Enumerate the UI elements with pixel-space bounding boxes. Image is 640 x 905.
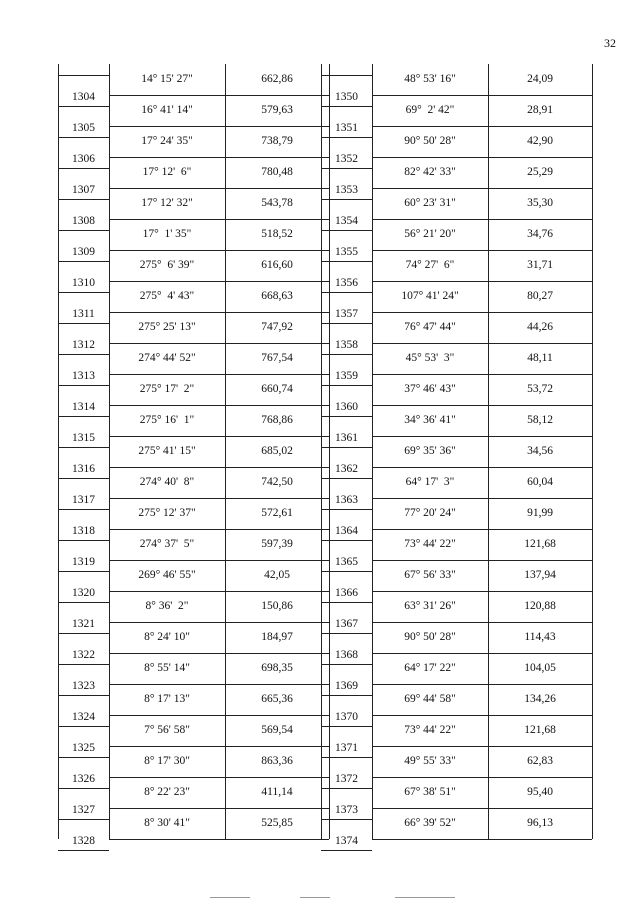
- table-row: [109, 436, 329, 468]
- bearing-value: 275° 17' 2": [139, 383, 195, 395]
- bearing-value: 275° 6' 39": [139, 259, 195, 271]
- distance-value: 114,43: [524, 631, 556, 643]
- distance-value: 96,13: [527, 817, 553, 829]
- point-row-rule: [58, 653, 109, 665]
- table-row: [372, 746, 592, 778]
- bearing-value: 64° 17' 3": [405, 476, 455, 488]
- distance-value: 616,60: [261, 259, 293, 271]
- distance-value: 42,90: [527, 135, 553, 147]
- table-row: [372, 219, 592, 251]
- column-rule: [592, 64, 593, 839]
- point-number: 1370: [335, 711, 358, 723]
- bearing-value: 60° 23' 31": [404, 197, 456, 209]
- distance-value: 579,63: [261, 104, 293, 116]
- point-row-rule: [58, 312, 109, 324]
- point-row-rule: [321, 715, 372, 727]
- table-row: [372, 684, 592, 716]
- point-number: 1324: [72, 711, 95, 723]
- point-number: 1355: [335, 246, 358, 258]
- distance-value: 31,71: [527, 259, 553, 271]
- table-row: [372, 436, 592, 468]
- point-number: 1305: [72, 122, 95, 134]
- point-row-rule: [58, 777, 109, 789]
- point-row-rule: [58, 622, 109, 634]
- bearing-value: 67° 38' 51": [404, 786, 456, 798]
- bearing-value: 73° 44' 22": [404, 538, 456, 550]
- point-number: 1304: [72, 91, 95, 103]
- point-row-rule: [321, 281, 372, 293]
- point-number: 1318: [72, 525, 95, 537]
- bearing-value: 64° 17' 22": [404, 662, 456, 674]
- table-row: [372, 157, 592, 189]
- bearing-value: 8° 55' 14": [144, 662, 190, 674]
- point-row-rule: [321, 622, 372, 634]
- point-row-rule: [58, 467, 109, 479]
- point-number: 1357: [335, 308, 358, 320]
- point-number: 1319: [72, 556, 95, 568]
- point-number: 1322: [72, 649, 95, 661]
- point-row-rule: [58, 126, 109, 138]
- point-number: 1373: [335, 804, 358, 816]
- point-number: 1367: [335, 618, 358, 630]
- distance-value: 80,27: [527, 290, 553, 302]
- table-row: [372, 715, 592, 747]
- point-number: 1321: [72, 618, 95, 630]
- coordinates-table-left: [58, 64, 329, 847]
- point-row-rule: [58, 746, 109, 758]
- distance-value: 863,36: [261, 755, 293, 767]
- table-row: [372, 64, 592, 96]
- point-number: 1353: [335, 184, 358, 196]
- distance-value: 28,91: [527, 104, 553, 116]
- distance-value: 60,04: [527, 476, 553, 488]
- point-row-rule: [58, 405, 109, 417]
- table-row: [109, 560, 329, 592]
- table-row: [109, 715, 329, 747]
- point-number: 1309: [72, 246, 95, 258]
- point-row-rule: [321, 467, 372, 479]
- point-number: 1360: [335, 401, 358, 413]
- bearing-value: 8° 17' 30": [144, 755, 190, 767]
- bearing-value: 17° 1' 35": [142, 228, 192, 240]
- distance-value: 53,72: [527, 383, 553, 395]
- point-number: 1323: [72, 680, 95, 692]
- point-row-rule: [321, 839, 372, 851]
- bearing-value: 8° 17' 13": [144, 693, 190, 705]
- point-row-rule: [58, 839, 109, 851]
- point-number: 1365: [335, 556, 358, 568]
- distance-value: 411,14: [261, 786, 293, 798]
- point-row-rule: [321, 312, 372, 324]
- point-row-rule: [321, 374, 372, 386]
- point-number: 1374: [335, 835, 358, 847]
- bearing-value: 76° 47' 44": [404, 321, 456, 333]
- table-row: [372, 560, 592, 592]
- distance-value: 572,61: [261, 507, 293, 519]
- bearing-value: 275° 25' 13": [138, 321, 196, 333]
- table-row: [109, 405, 329, 437]
- table-row: [372, 405, 592, 437]
- bearing-value: 14° 15' 27": [141, 73, 193, 85]
- table-row: [109, 126, 329, 158]
- distance-value: 44,26: [527, 321, 553, 333]
- bearing-value: 48° 53' 16": [404, 73, 456, 85]
- point-number: 1361: [335, 432, 358, 444]
- distance-value: 768,86: [261, 414, 293, 426]
- page-number: 32: [604, 36, 616, 50]
- bearing-value: 34° 36' 41": [404, 414, 456, 426]
- point-number: 1366: [335, 587, 358, 599]
- bearing-value: 7° 56' 58": [144, 724, 190, 736]
- distance-value: 34,56: [527, 445, 553, 457]
- point-number: 1325: [72, 742, 95, 754]
- distance-value: 35,30: [527, 197, 553, 209]
- bearing-value: 17° 24' 35": [141, 135, 193, 147]
- point-number: 1371: [335, 742, 358, 754]
- bearing-value: 274° 37' 5": [139, 538, 195, 550]
- bearing-value: 69° 35' 36": [404, 445, 456, 457]
- point-row-rule: [321, 436, 372, 448]
- table-row: [109, 64, 329, 96]
- distance-value: 738,79: [261, 135, 293, 147]
- distance-value: 42,05: [264, 569, 290, 581]
- table-row: [372, 529, 592, 561]
- point-row-rule: [58, 436, 109, 448]
- point-row-rule: [321, 653, 372, 665]
- bearing-value: 63° 31' 26": [404, 600, 456, 612]
- distance-value: 150,86: [261, 600, 293, 612]
- bearing-value: 66° 39' 52": [404, 817, 456, 829]
- distance-value: 95,40: [527, 786, 553, 798]
- table-row: [109, 374, 329, 406]
- distance-value: 48,11: [527, 352, 553, 364]
- table-row: [109, 746, 329, 778]
- point-number: 1363: [335, 494, 358, 506]
- point-row-rule: [58, 715, 109, 727]
- point-row-rule: [58, 95, 109, 107]
- table-row: [372, 808, 592, 840]
- point-number: 1317: [72, 494, 95, 506]
- point-number: 1368: [335, 649, 358, 661]
- table-row: [372, 622, 592, 654]
- bearing-value: 8° 24' 10": [144, 631, 190, 643]
- point-number: 1372: [335, 773, 358, 785]
- bearing-value: 45° 53' 3": [405, 352, 455, 364]
- point-number: 1358: [335, 339, 358, 351]
- point-number: 1316: [72, 463, 95, 475]
- point-row-rule: [321, 746, 372, 758]
- point-number: 1320: [72, 587, 95, 599]
- table-row: [109, 95, 329, 127]
- point-row-rule: [58, 188, 109, 200]
- table-row: [109, 622, 329, 654]
- table-row: [109, 219, 329, 251]
- distance-value: 543,78: [261, 197, 293, 209]
- table-row: [109, 281, 329, 313]
- point-number: 1308: [72, 215, 95, 227]
- bearing-value: 275° 16' 1": [139, 414, 195, 426]
- point-row-rule: [58, 157, 109, 169]
- point-row-rule: [58, 281, 109, 293]
- table-row: [109, 467, 329, 499]
- table-row: [109, 343, 329, 375]
- bearing-value: 274° 40' 8": [139, 476, 195, 488]
- point-row-rule: [58, 560, 109, 572]
- point-column-top-rule: [58, 64, 109, 76]
- point-row-rule: [321, 95, 372, 107]
- point-row-rule: [321, 343, 372, 355]
- bearing-value: 77° 20' 24": [404, 507, 456, 519]
- point-row-rule: [58, 684, 109, 696]
- point-number: 1311: [72, 308, 95, 320]
- table-row: [372, 95, 592, 127]
- distance-value: 62,83: [527, 755, 553, 767]
- point-number: 1312: [72, 339, 95, 351]
- bearing-value: 37° 46' 43": [404, 383, 456, 395]
- point-row-rule: [58, 529, 109, 541]
- point-row-rule: [321, 157, 372, 169]
- table-row: [109, 188, 329, 220]
- point-number: 1307: [72, 184, 95, 196]
- table-row: [372, 591, 592, 623]
- distance-value: 104,05: [524, 662, 556, 674]
- bearing-value: 275° 4' 43": [139, 290, 195, 302]
- distance-value: 662,86: [261, 73, 293, 85]
- table-row: [372, 126, 592, 158]
- bearing-value: 90° 50' 28": [404, 135, 456, 147]
- point-number: 1356: [335, 277, 358, 289]
- table-row: [372, 312, 592, 344]
- point-number: 1362: [335, 463, 358, 475]
- distance-value: 747,92: [261, 321, 293, 333]
- distance-value: 58,12: [527, 414, 553, 426]
- point-number: 1328: [72, 835, 95, 847]
- distance-value: 25,29: [527, 166, 553, 178]
- table-row: [372, 374, 592, 406]
- point-row-rule: [321, 250, 372, 262]
- table-row: [372, 250, 592, 282]
- bearing-value: 8° 36' 2": [145, 600, 189, 612]
- table-row: [372, 653, 592, 685]
- point-number: 1369: [335, 680, 358, 692]
- point-row-rule: [58, 808, 109, 820]
- bearing-value: 275° 12' 37": [138, 507, 196, 519]
- table-row: [109, 591, 329, 623]
- point-number: 1364: [335, 525, 358, 537]
- table-row: [372, 343, 592, 375]
- bearing-value: 82° 42' 33": [404, 166, 456, 178]
- point-row-rule: [58, 250, 109, 262]
- table-row: [372, 188, 592, 220]
- distance-value: 34,76: [527, 228, 553, 240]
- bearing-value: 269° 46' 55": [138, 569, 196, 581]
- bearing-value: 73° 44' 22": [404, 724, 456, 736]
- table-row: [372, 777, 592, 809]
- distance-value: 184,97: [261, 631, 293, 643]
- point-number: 1314: [72, 401, 95, 413]
- coordinates-table-right: [321, 64, 592, 847]
- table-row: [372, 281, 592, 313]
- bearing-value: 8° 22' 23": [144, 786, 190, 798]
- table-row: [109, 808, 329, 840]
- point-number: 1315: [72, 432, 95, 444]
- table-row: [109, 312, 329, 344]
- distance-value: 668,63: [261, 290, 293, 302]
- distance-value: 767,54: [261, 352, 293, 364]
- point-row-rule: [321, 188, 372, 200]
- point-row-rule: [321, 219, 372, 231]
- point-number: 1351: [335, 122, 358, 134]
- table-row: [109, 529, 329, 561]
- point-number: 1326: [72, 773, 95, 785]
- table-row: [109, 157, 329, 189]
- table-row: [109, 250, 329, 282]
- distance-value: 698,35: [261, 662, 293, 674]
- point-column-top-rule: [321, 64, 372, 76]
- point-number: 1354: [335, 215, 358, 227]
- table-row: [109, 684, 329, 716]
- point-row-rule: [321, 405, 372, 417]
- bearing-value: 56° 21' 20": [404, 228, 456, 240]
- bearing-value: 69° 44' 58": [404, 693, 456, 705]
- table-row: [372, 498, 592, 530]
- point-number: 1313: [72, 370, 95, 382]
- distance-value: 742,50: [261, 476, 293, 488]
- distance-value: 120,88: [524, 600, 556, 612]
- bearing-value: 107° 41' 24": [401, 290, 459, 302]
- point-row-rule: [321, 684, 372, 696]
- point-row-rule: [321, 529, 372, 541]
- point-number: 1310: [72, 277, 95, 289]
- table-row: [109, 498, 329, 530]
- distance-value: 91,99: [527, 507, 553, 519]
- point-row-rule: [321, 498, 372, 510]
- point-row-rule: [321, 126, 372, 138]
- point-row-rule: [321, 591, 372, 603]
- point-number: 1352: [335, 153, 358, 165]
- bearing-value: 275° 41' 15": [138, 445, 196, 457]
- distance-value: 665,36: [261, 693, 293, 705]
- footer-scan-marks: [180, 897, 480, 900]
- distance-value: 685,02: [261, 445, 293, 457]
- point-row-rule: [321, 560, 372, 572]
- bearing-value: 69° 2' 42": [405, 104, 455, 116]
- distance-value: 780,48: [261, 166, 293, 178]
- distance-value: 134,26: [524, 693, 556, 705]
- bearing-value: 67° 56' 33": [404, 569, 456, 581]
- table-row: [109, 653, 329, 685]
- point-number: 1306: [72, 153, 95, 165]
- bearing-value: 274° 44' 52": [138, 352, 196, 364]
- point-number: 1327: [72, 804, 95, 816]
- point-number: 1359: [335, 370, 358, 382]
- bearing-value: 49° 55' 33": [404, 755, 456, 767]
- bearing-value: 17° 12' 32": [141, 197, 193, 209]
- point-row-rule: [58, 343, 109, 355]
- point-row-rule: [58, 374, 109, 386]
- point-row-rule: [321, 777, 372, 789]
- table-row: [372, 467, 592, 499]
- bearing-value: 8° 30' 41": [144, 817, 190, 829]
- distance-value: 518,52: [261, 228, 293, 240]
- distance-value: 525,85: [261, 817, 293, 829]
- point-row-rule: [58, 591, 109, 603]
- distance-value: 137,94: [524, 569, 556, 581]
- distance-value: 24,09: [527, 73, 553, 85]
- point-row-rule: [58, 498, 109, 510]
- table-row: [109, 777, 329, 809]
- point-row-rule: [321, 808, 372, 820]
- distance-value: 121,68: [524, 538, 556, 550]
- distance-value: 597,39: [261, 538, 293, 550]
- bearing-value: 17° 12' 6": [142, 166, 192, 178]
- point-number: 1350: [335, 91, 358, 103]
- bearing-value: 74° 27' 6": [405, 259, 455, 271]
- distance-value: 569,54: [261, 724, 293, 736]
- point-row-rule: [58, 219, 109, 231]
- bearing-value: 90° 50' 28": [404, 631, 456, 643]
- bearing-value: 16° 41' 14": [141, 104, 193, 116]
- distance-value: 660,74: [261, 383, 293, 395]
- distance-value: 121,68: [524, 724, 556, 736]
